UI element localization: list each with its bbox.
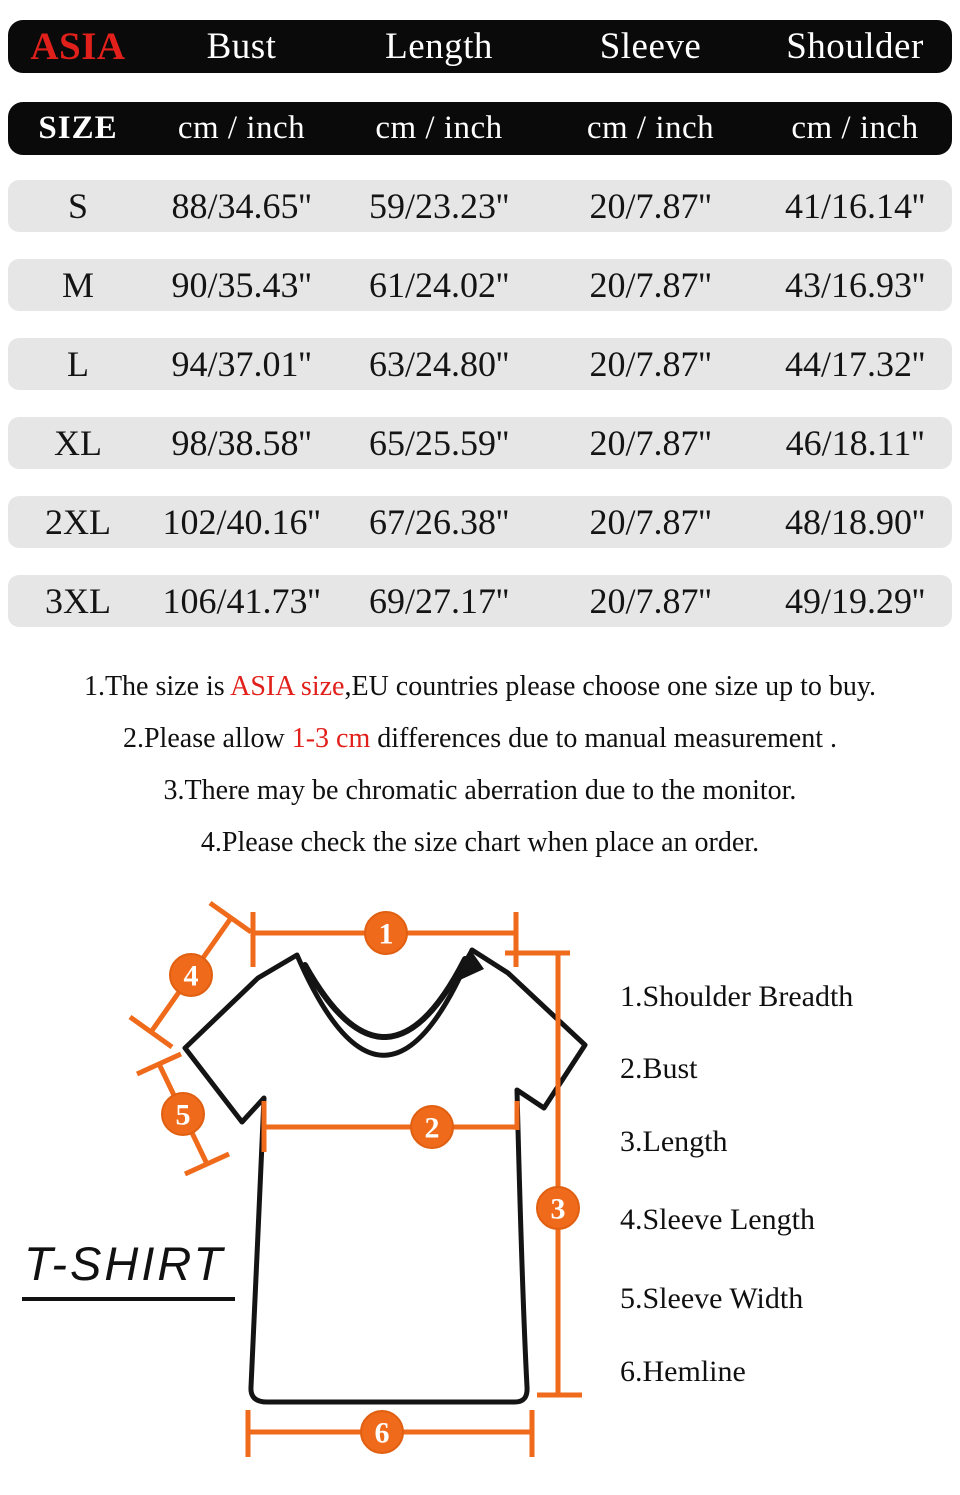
- unit-label-bust: cm / inch: [177, 110, 306, 146]
- size-cell: 3XL: [45, 581, 111, 621]
- note-line: [0, 671, 960, 703]
- shoulder-cell: 41/16.14'': [785, 186, 925, 226]
- table-row: [8, 259, 952, 311]
- note-highlight: 1-3 cm: [291, 723, 371, 754]
- legend-item-hemline: 6.Hemline: [620, 1355, 746, 1388]
- legend-item-length: 3.Length: [620, 1125, 728, 1158]
- table-row: [8, 338, 952, 390]
- length-cell: 67/26.38'': [369, 502, 509, 542]
- size-cell: 2XL: [45, 502, 111, 542]
- tshirt-outline: [185, 950, 585, 1402]
- length-cell: 59/23.23'': [369, 186, 509, 226]
- column-header-length: Length: [385, 26, 493, 67]
- sleeve-cell: 20/7.87'': [589, 344, 712, 384]
- note-line: [0, 775, 960, 807]
- note-text: 3.There may be chromatic aberration due to the monitor.: [163, 775, 797, 806]
- size-cell: M: [61, 265, 94, 305]
- shoulder-cell: 49/19.29'': [785, 581, 925, 621]
- bust-cell: 88/34.65'': [171, 186, 312, 226]
- note-line: [0, 723, 960, 755]
- note-text: ,EU countries please choose one size up to buy.: [344, 671, 877, 702]
- sleeve-cell: 20/7.87'': [589, 265, 712, 305]
- note-highlight: ASIA size: [230, 671, 345, 702]
- marker-1: [365, 912, 407, 954]
- bust-cell: 90/35.43'': [171, 265, 312, 305]
- bust-cell: 102/40.16'': [162, 502, 321, 542]
- table-row: [8, 417, 952, 469]
- marker-5: [162, 1093, 204, 1135]
- bust-cell: 98/38.58'': [171, 423, 312, 463]
- region-label: ASIA: [30, 25, 126, 68]
- table-row: [8, 575, 952, 627]
- shoulder-cell: 46/18.11'': [785, 423, 925, 463]
- legend-item-sleeve-length: 4.Sleeve Length: [620, 1203, 815, 1236]
- legend-item-sleeve-width: 5.Sleeve Width: [620, 1282, 804, 1315]
- marker-4: [170, 954, 212, 996]
- column-header-sleeve: Sleeve: [599, 26, 702, 67]
- marker-2: [411, 1106, 453, 1148]
- unit-label-shoulder: cm / inch: [791, 110, 919, 146]
- sleeve-cell: 20/7.87'': [589, 186, 712, 226]
- marker-5-number: 5: [175, 1098, 191, 1132]
- marker-1-number: 1: [378, 917, 394, 951]
- length-cell: 69/27.17'': [369, 581, 509, 621]
- note-text: 1.The size is: [83, 671, 231, 702]
- shoulder-cell: 44/17.32'': [785, 344, 925, 384]
- shoulder-cell: 43/16.93'': [785, 265, 925, 305]
- bust-cell: 106/41.73'': [162, 581, 321, 621]
- sleeve-cell: 20/7.87'': [589, 423, 712, 463]
- length-cell: 65/25.59'': [369, 423, 509, 463]
- column-header-shoulder: Shoulder: [786, 26, 924, 67]
- table-row: [8, 180, 952, 232]
- legend-item-shoulder-breadth: 1.Shoulder Breadth: [620, 980, 854, 1013]
- marker-3-number: 3: [550, 1192, 566, 1226]
- marker-4-number: 4: [183, 959, 199, 993]
- note-line: [0, 827, 960, 859]
- table-header-row: [8, 20, 952, 73]
- marker-2-number: 2: [424, 1111, 440, 1145]
- column-header-bust: Bust: [206, 26, 277, 67]
- table-units-row: [8, 102, 952, 155]
- sleeve-cell: 20/7.87'': [589, 581, 712, 621]
- unit-label-length: cm / inch: [375, 110, 503, 146]
- length-cell: 63/24.80'': [369, 344, 509, 384]
- note-text: 2.Please allow: [122, 723, 292, 754]
- table-row: [8, 496, 952, 548]
- note-text: 4.Please check the size chart when place an order.: [200, 827, 760, 858]
- marker-6: [361, 1411, 403, 1453]
- sleeve-cell: 20/7.87'': [589, 502, 712, 542]
- shoulder-cell: 48/18.90'': [785, 502, 925, 542]
- bust-cell: 94/37.01'': [171, 344, 312, 384]
- length-cell: 61/24.02'': [369, 265, 509, 305]
- size-cell: L: [67, 344, 89, 384]
- size-cell: XL: [54, 423, 102, 463]
- size-label: SIZE: [38, 110, 118, 146]
- marker-6-number: 6: [374, 1416, 390, 1450]
- legend-item-bust: 2.Bust: [620, 1052, 698, 1085]
- tshirt-measurement-diagram: [95, 880, 605, 1495]
- size-cell: S: [67, 186, 89, 226]
- marker-3: [537, 1187, 579, 1229]
- unit-label-sleeve: cm / inch: [586, 110, 715, 146]
- note-text: differences due to manual measurement .: [370, 723, 838, 754]
- product-label: T-SHIRT: [22, 1236, 235, 1301]
